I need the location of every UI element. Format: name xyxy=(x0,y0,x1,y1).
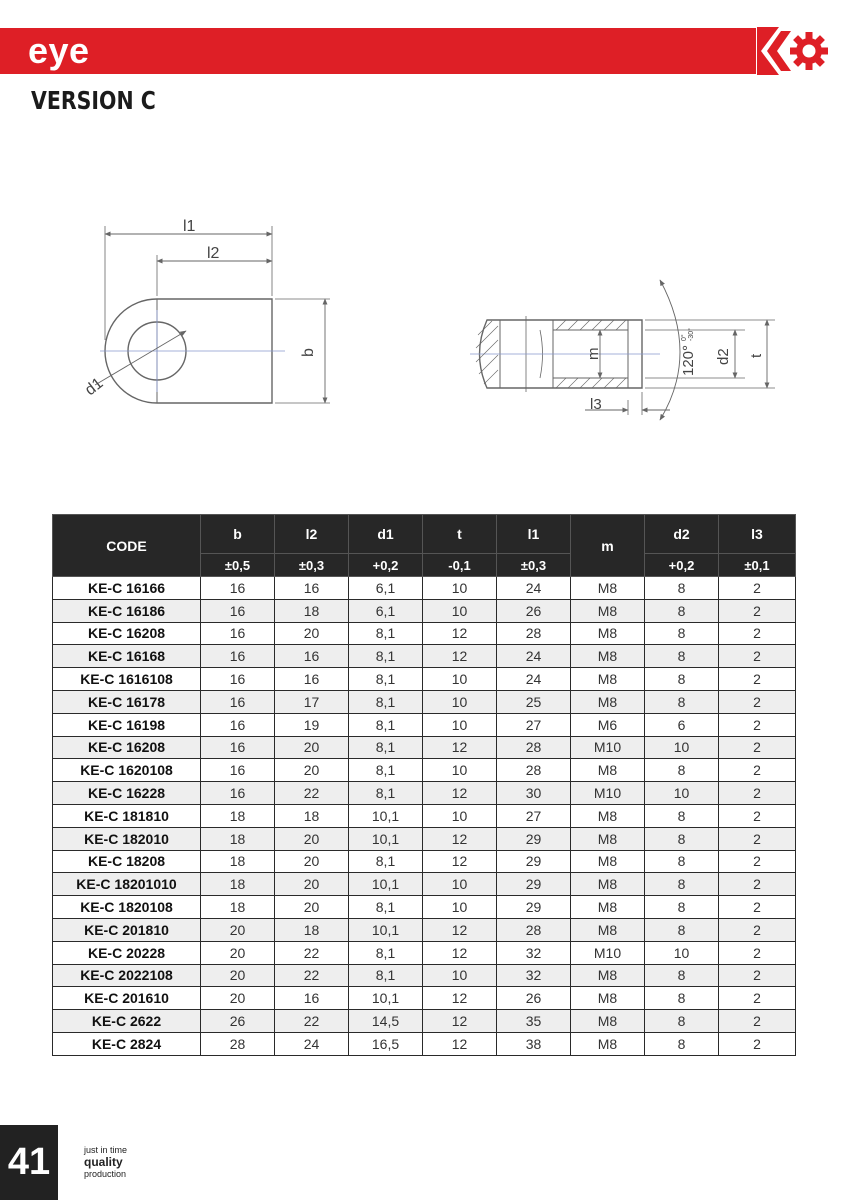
column-header-l1: l1 xyxy=(497,515,571,554)
table-cell: 2 xyxy=(719,759,796,782)
table-cell: 20 xyxy=(201,964,275,987)
table-row xyxy=(53,804,796,827)
table-cell: 27 xyxy=(497,804,571,827)
table-cell: 17 xyxy=(275,690,349,713)
column-header-d1: d1 xyxy=(349,515,423,554)
table-cell: 8,1 xyxy=(349,782,423,805)
table-cell: 27 xyxy=(497,713,571,736)
table-cell: 6,1 xyxy=(349,599,423,622)
table-cell: 29 xyxy=(497,827,571,850)
table-cell: 10 xyxy=(423,964,497,987)
product-code-cell: KE-C 16208 xyxy=(53,622,201,645)
column-header-b: b xyxy=(201,515,275,554)
table-cell: 8 xyxy=(645,599,719,622)
table-row xyxy=(53,690,796,713)
table-cell: 18 xyxy=(275,599,349,622)
table-cell: 16 xyxy=(201,736,275,759)
table-cell: 8,1 xyxy=(349,896,423,919)
tagline-top: just in time xyxy=(84,1145,128,1155)
column-tolerance-d1: +0,2 xyxy=(349,554,423,577)
table-cell: M8 xyxy=(571,850,645,873)
column-header-l2: l2 xyxy=(275,515,349,554)
table-cell: 28 xyxy=(497,736,571,759)
table-cell: 8 xyxy=(645,964,719,987)
table-cell: 2 xyxy=(719,599,796,622)
table-row xyxy=(53,645,796,668)
table-cell: 8,1 xyxy=(349,941,423,964)
table-cell: 10 xyxy=(423,577,497,600)
table-cell: M8 xyxy=(571,622,645,645)
table-cell: 6 xyxy=(645,713,719,736)
table-cell: M8 xyxy=(571,918,645,941)
table-cell: 2 xyxy=(719,941,796,964)
product-code-cell: KE-C 16228 xyxy=(53,782,201,805)
label-angle-tol-plus: 0° xyxy=(681,334,688,341)
table-cell: 20 xyxy=(275,873,349,896)
table-cell: 18 xyxy=(275,804,349,827)
table-row xyxy=(53,1032,796,1055)
table-cell: 8 xyxy=(645,645,719,668)
label-angle-tol-minus: -30° xyxy=(688,328,695,341)
table-cell: 26 xyxy=(497,599,571,622)
table-cell: 8,1 xyxy=(349,645,423,668)
product-code-cell: KE-C 201610 xyxy=(53,987,201,1010)
table-cell: 12 xyxy=(423,941,497,964)
table-cell: 10,1 xyxy=(349,804,423,827)
table-cell: 16 xyxy=(201,668,275,691)
table-cell: 12 xyxy=(423,827,497,850)
table-row xyxy=(53,577,796,600)
table-cell: 16 xyxy=(275,645,349,668)
table-row xyxy=(53,964,796,987)
product-code-cell: KE-C 2022108 xyxy=(53,964,201,987)
table-cell: 14,5 xyxy=(349,1010,423,1033)
table-row xyxy=(53,873,796,896)
product-code-cell: KE-C 1820108 xyxy=(53,896,201,919)
table-cell: 10 xyxy=(423,690,497,713)
table-cell: 20 xyxy=(275,736,349,759)
table-row xyxy=(53,987,796,1010)
table-cell: 24 xyxy=(497,577,571,600)
column-tolerance-b: ±0,5 xyxy=(201,554,275,577)
column-tolerance-t: -0,1 xyxy=(423,554,497,577)
table-cell: 2 xyxy=(719,987,796,1010)
product-code-cell: KE-C 18201010 xyxy=(53,873,201,896)
column-tolerance-l3: ±0,1 xyxy=(719,554,796,577)
table-cell: 12 xyxy=(423,850,497,873)
table-cell: 2 xyxy=(719,577,796,600)
table-cell: 16 xyxy=(275,577,349,600)
table-row xyxy=(53,668,796,691)
table-cell: 2 xyxy=(719,736,796,759)
column-header-t: t xyxy=(423,515,497,554)
table-row xyxy=(53,782,796,805)
table-cell: 35 xyxy=(497,1010,571,1033)
table-cell: 8,1 xyxy=(349,964,423,987)
table-cell: 20 xyxy=(275,850,349,873)
table-cell: 16,5 xyxy=(349,1032,423,1055)
product-code-cell: KE-C 16186 xyxy=(53,599,201,622)
table-row xyxy=(53,736,796,759)
table-cell: 2 xyxy=(719,1032,796,1055)
table-cell: 2 xyxy=(719,1010,796,1033)
table-cell: 20 xyxy=(201,941,275,964)
table-cell: 8 xyxy=(645,759,719,782)
table-cell: 20 xyxy=(201,987,275,1010)
table-cell: M10 xyxy=(571,782,645,805)
table-cell: 8 xyxy=(645,577,719,600)
table-cell: M8 xyxy=(571,804,645,827)
table-cell: 6,1 xyxy=(349,577,423,600)
table-cell: M8 xyxy=(571,668,645,691)
column-header-code: CODE xyxy=(53,515,201,577)
table-cell: 10 xyxy=(423,713,497,736)
product-code-cell: KE-C 2824 xyxy=(53,1032,201,1055)
table-cell: 2 xyxy=(719,645,796,668)
table-cell: 12 xyxy=(423,987,497,1010)
table-cell: 8 xyxy=(645,827,719,850)
product-code-cell: KE-C 2622 xyxy=(53,1010,201,1033)
table-cell: 2 xyxy=(719,668,796,691)
table-cell: 10 xyxy=(645,782,719,805)
table-cell: 8 xyxy=(645,804,719,827)
table-cell: 28 xyxy=(497,759,571,782)
table-cell: 12 xyxy=(423,782,497,805)
table-cell: 8 xyxy=(645,1010,719,1033)
table-cell: 16 xyxy=(275,987,349,1010)
table-cell: 8,1 xyxy=(349,668,423,691)
table-cell: M8 xyxy=(571,1032,645,1055)
version-heading: VERSION C xyxy=(31,86,156,115)
table-cell: 12 xyxy=(423,1032,497,1055)
table-row xyxy=(53,622,796,645)
table-cell: 16 xyxy=(201,599,275,622)
table-cell: M8 xyxy=(571,873,645,896)
table-cell: 8 xyxy=(645,690,719,713)
header-band xyxy=(0,28,756,74)
table-cell: 2 xyxy=(719,804,796,827)
table-cell: 16 xyxy=(201,577,275,600)
table-cell: 29 xyxy=(497,873,571,896)
table-cell: 10 xyxy=(423,759,497,782)
table-row xyxy=(53,896,796,919)
table-cell: 29 xyxy=(497,850,571,873)
table-cell: 22 xyxy=(275,782,349,805)
table-cell: M8 xyxy=(571,896,645,919)
table-cell: 18 xyxy=(201,804,275,827)
table-cell: 32 xyxy=(497,964,571,987)
table-cell: 8 xyxy=(645,850,719,873)
table-cell: 28 xyxy=(201,1032,275,1055)
table-cell: M10 xyxy=(571,736,645,759)
table-cell: 8,1 xyxy=(349,850,423,873)
table-cell: 8,1 xyxy=(349,690,423,713)
tagline xyxy=(84,1145,127,1180)
table-cell: 2 xyxy=(719,896,796,919)
table-cell: 19 xyxy=(275,713,349,736)
table-row xyxy=(53,599,796,622)
tagline-quality: quality xyxy=(84,1155,123,1169)
product-code-cell: KE-C 20228 xyxy=(53,941,201,964)
table-cell: 10 xyxy=(423,668,497,691)
product-code-cell: KE-C 16168 xyxy=(53,645,201,668)
label-d2: d2 xyxy=(715,348,732,365)
table-row xyxy=(53,759,796,782)
product-code-cell: KE-C 16208 xyxy=(53,736,201,759)
table-cell: 24 xyxy=(497,645,571,668)
product-code-cell: KE-C 1616108 xyxy=(53,668,201,691)
table-cell: 12 xyxy=(423,622,497,645)
table-cell: 12 xyxy=(423,645,497,668)
table-cell: 2 xyxy=(719,782,796,805)
table-cell: 16 xyxy=(275,668,349,691)
column-tolerance-d2: +0,2 xyxy=(645,554,719,577)
table-cell: 26 xyxy=(201,1010,275,1033)
label-angle: 120° xyxy=(680,344,697,376)
table-cell: 16 xyxy=(201,690,275,713)
product-code-cell: KE-C 16198 xyxy=(53,713,201,736)
table-cell: 12 xyxy=(423,1010,497,1033)
table-cell: 22 xyxy=(275,964,349,987)
table-cell: 2 xyxy=(719,827,796,850)
table-cell: M8 xyxy=(571,964,645,987)
table-row xyxy=(53,1010,796,1033)
table-row xyxy=(53,827,796,850)
tagline-bottom: production xyxy=(84,1169,127,1179)
table-cell: 2 xyxy=(719,713,796,736)
table-cell: 8 xyxy=(645,896,719,919)
table-cell: 2 xyxy=(719,622,796,645)
table-cell: 30 xyxy=(497,782,571,805)
table-row xyxy=(53,941,796,964)
table-cell: M8 xyxy=(571,1010,645,1033)
product-code-cell: KE-C 181810 xyxy=(53,804,201,827)
product-code-cell: KE-C 18208 xyxy=(53,850,201,873)
table-cell: 2 xyxy=(719,873,796,896)
page-number: 41 xyxy=(0,1125,58,1200)
table-cell: 28 xyxy=(497,918,571,941)
column-tolerance-l1: ±0,3 xyxy=(497,554,571,577)
table-cell: 18 xyxy=(201,873,275,896)
label-m: m xyxy=(585,347,602,360)
table-cell: 10 xyxy=(645,941,719,964)
table-cell: 10 xyxy=(645,736,719,759)
header-row xyxy=(53,515,796,554)
table-cell: 8 xyxy=(645,1032,719,1055)
table-cell: 16 xyxy=(201,782,275,805)
table-cell: 16 xyxy=(201,713,275,736)
table-cell: 8 xyxy=(645,622,719,645)
table-cell: 10 xyxy=(423,896,497,919)
table-cell: 8,1 xyxy=(349,622,423,645)
table-cell: 8,1 xyxy=(349,736,423,759)
table-cell: 28 xyxy=(497,622,571,645)
label-l1: l1 xyxy=(183,218,196,235)
brand-logo-icon xyxy=(757,27,833,75)
table-cell: 8,1 xyxy=(349,713,423,736)
table-cell: M8 xyxy=(571,645,645,668)
table-cell: M8 xyxy=(571,599,645,622)
product-code-cell: KE-C 16166 xyxy=(53,577,201,600)
product-code-cell: KE-C 1620108 xyxy=(53,759,201,782)
table-cell: 2 xyxy=(719,850,796,873)
table-cell: 32 xyxy=(497,941,571,964)
label-l3: l3 xyxy=(590,396,602,413)
column-tolerance-l2: ±0,3 xyxy=(275,554,349,577)
table-row xyxy=(53,918,796,941)
column-header-d2: d2 xyxy=(645,515,719,554)
table-cell: 8 xyxy=(645,987,719,1010)
table-cell: 10 xyxy=(423,873,497,896)
table-row xyxy=(53,713,796,736)
table-cell: M8 xyxy=(571,827,645,850)
table-cell: 2 xyxy=(719,918,796,941)
table-cell: 10 xyxy=(423,804,497,827)
label-l2: l2 xyxy=(207,245,220,262)
table-cell: M8 xyxy=(571,690,645,713)
page-title: eye xyxy=(28,30,90,71)
table-cell: 16 xyxy=(201,645,275,668)
table-cell: 18 xyxy=(275,918,349,941)
table-cell: M6 xyxy=(571,713,645,736)
table-cell: 24 xyxy=(497,668,571,691)
table-cell: 24 xyxy=(275,1032,349,1055)
product-code-cell: KE-C 201810 xyxy=(53,918,201,941)
table-cell: 2 xyxy=(719,964,796,987)
label-d1: d1 xyxy=(81,374,107,400)
table-cell: 10,1 xyxy=(349,987,423,1010)
table-cell: 10 xyxy=(423,599,497,622)
table-cell: 38 xyxy=(497,1032,571,1055)
table-cell: 18 xyxy=(201,896,275,919)
table-cell: 22 xyxy=(275,941,349,964)
table-cell: 26 xyxy=(497,987,571,1010)
table-cell: 10,1 xyxy=(349,873,423,896)
table-cell: 12 xyxy=(423,918,497,941)
product-code-cell: KE-C 16178 xyxy=(53,690,201,713)
table-cell: 20 xyxy=(275,827,349,850)
table-cell: 8,1 xyxy=(349,759,423,782)
technical-drawing xyxy=(0,200,848,440)
table-cell: M10 xyxy=(571,941,645,964)
table-cell: 10,1 xyxy=(349,918,423,941)
table-cell: 20 xyxy=(201,918,275,941)
table-cell: 8 xyxy=(645,918,719,941)
table-cell: 20 xyxy=(275,622,349,645)
table-cell: 2 xyxy=(719,690,796,713)
label-b: b xyxy=(300,348,317,357)
table-cell: 12 xyxy=(423,736,497,759)
product-code-cell: KE-C 182010 xyxy=(53,827,201,850)
column-header-m: m xyxy=(571,515,645,577)
table-cell: M8 xyxy=(571,577,645,600)
label-t: t xyxy=(748,353,765,358)
table-cell: 16 xyxy=(201,759,275,782)
table-cell: 25 xyxy=(497,690,571,713)
table-cell: 18 xyxy=(201,850,275,873)
table-cell: 22 xyxy=(275,1010,349,1033)
table-cell: M8 xyxy=(571,987,645,1010)
table-cell: 16 xyxy=(201,622,275,645)
table-cell: 18 xyxy=(201,827,275,850)
table-row xyxy=(53,850,796,873)
table-cell: 8 xyxy=(645,668,719,691)
table-cell: 8 xyxy=(645,873,719,896)
column-header-l3: l3 xyxy=(719,515,796,554)
spec-table xyxy=(52,514,796,1056)
table-cell: 29 xyxy=(497,896,571,919)
table-cell: M8 xyxy=(571,759,645,782)
table-cell: 20 xyxy=(275,896,349,919)
table-cell: 10,1 xyxy=(349,827,423,850)
table-cell: 20 xyxy=(275,759,349,782)
